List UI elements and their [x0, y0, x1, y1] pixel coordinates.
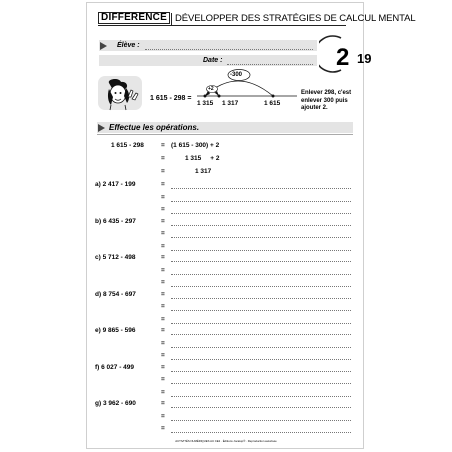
point-a-marker — [204, 95, 207, 98]
answer-line[interactable] — [171, 431, 351, 433]
worksheet-title: DIFFERENCE — [98, 12, 170, 24]
exercise-label: e) 9 865 - 596 — [95, 327, 136, 334]
date-line — [227, 63, 313, 65]
exercise-equals: = — [161, 217, 165, 225]
exercise-label: c) 5 712 - 498 — [95, 254, 136, 261]
worked-step-2: 1 315 + 2 — [185, 155, 220, 162]
point-b-marker — [218, 95, 221, 98]
worked-step-1: (1 615 - 300) + 2 — [171, 142, 220, 149]
exercise-equals: = — [161, 376, 165, 383]
answer-line[interactable] — [171, 346, 351, 348]
answer-line[interactable] — [171, 406, 351, 408]
answer-line[interactable] — [171, 419, 351, 421]
answer-line[interactable] — [171, 236, 351, 238]
exercise-equals: = — [161, 339, 165, 347]
exercise-equals: = — [161, 266, 165, 274]
student-name-label: Élève : — [117, 42, 140, 49]
answer-line[interactable] — [171, 285, 351, 287]
worked-problem: 1 615 - 298 — [111, 142, 144, 149]
exercise-equals: = — [161, 230, 165, 237]
strategy-hint: Enlever 298, c'est enlever 300 puis ajouter 2. — [301, 90, 352, 111]
exercise-equals: = — [161, 303, 165, 310]
worked-equals-1: = — [161, 142, 165, 149]
minus-jump-label: -300 — [230, 72, 243, 78]
exercise-label: g) 3 962 - 690 — [95, 400, 136, 407]
answer-line[interactable] — [171, 322, 351, 324]
exercise-label: a) 2 417 - 199 — [95, 181, 136, 188]
exercise-equals: = — [161, 363, 165, 371]
worksheet-page — [86, 2, 416, 449]
answer-line[interactable] — [171, 395, 351, 397]
date-label: Date : — [203, 57, 223, 64]
answer-line[interactable] — [171, 273, 351, 275]
exercise-equals: = — [161, 242, 165, 250]
exercise-equals: = — [161, 181, 165, 188]
exercise-label: f) 6 027 - 499 — [95, 363, 135, 371]
worksheet-subtitle: DÉVELOPPER DES STRATÉGIES DE CALCUL MENTAL — [175, 13, 416, 24]
section-title: Effectue les opérations. — [109, 123, 200, 132]
answer-line[interactable] — [171, 333, 351, 335]
answer-line[interactable] — [171, 370, 351, 372]
exercise-label: b) 6 435 - 297 — [95, 217, 136, 225]
exercise-equals: = — [161, 254, 165, 261]
page-footer: ACTIVITÉS NUMÉRIQUES AU CE2 · Éditions Jocatop® · Reproduction autorisée — [175, 439, 277, 443]
answer-line[interactable] — [171, 260, 351, 262]
character-illustration-icon — [97, 75, 143, 111]
exercise-equals: = — [161, 193, 165, 201]
section-underline — [97, 134, 353, 135]
exercise-equals: = — [161, 327, 165, 334]
answer-line[interactable] — [171, 224, 351, 226]
exercise-label: d) 8 754 - 697 — [95, 290, 136, 298]
example-equation: 1 615 - 298 = — [150, 95, 192, 102]
exercise-equals: = — [161, 412, 165, 420]
worked-equals-2: = — [161, 155, 165, 162]
answer-line[interactable] — [171, 200, 351, 202]
exercise-equals: = — [161, 279, 165, 286]
worked-equals-3: = — [161, 168, 165, 175]
exercise-equals: = — [161, 400, 165, 407]
section-arrow-icon — [98, 124, 105, 132]
point-c-label: 1 615 — [264, 100, 281, 107]
worked-step-3: 1 317 — [195, 168, 212, 175]
answer-line[interactable] — [171, 382, 351, 384]
exercise-equals: = — [161, 425, 165, 432]
sheet-number: 2 — [336, 44, 350, 71]
point-b-label: 1 317 — [222, 100, 239, 107]
answer-line[interactable] — [171, 358, 351, 360]
exercise-equals: = — [161, 388, 165, 396]
plus-jump-label: +2 — [208, 86, 214, 92]
title-underline — [98, 25, 346, 26]
exercise-equals: = — [161, 290, 165, 298]
answer-line[interactable] — [171, 297, 351, 299]
point-c-marker — [272, 95, 275, 98]
sheet-subnumber: 19 — [357, 51, 372, 66]
answer-line[interactable] — [171, 212, 351, 214]
title-separator — [171, 13, 172, 25]
field-arrow-icon — [100, 42, 107, 50]
exercise-equals: = — [161, 352, 165, 359]
exercise-equals: = — [161, 315, 165, 323]
number-line-diagram — [195, 68, 299, 100]
exercise-equals: = — [161, 206, 165, 213]
point-a-label: 1 315 — [197, 100, 214, 107]
answer-line[interactable] — [171, 187, 351, 189]
answer-line[interactable] — [171, 249, 351, 251]
answer-line[interactable] — [171, 309, 351, 311]
student-name-line — [145, 48, 313, 50]
